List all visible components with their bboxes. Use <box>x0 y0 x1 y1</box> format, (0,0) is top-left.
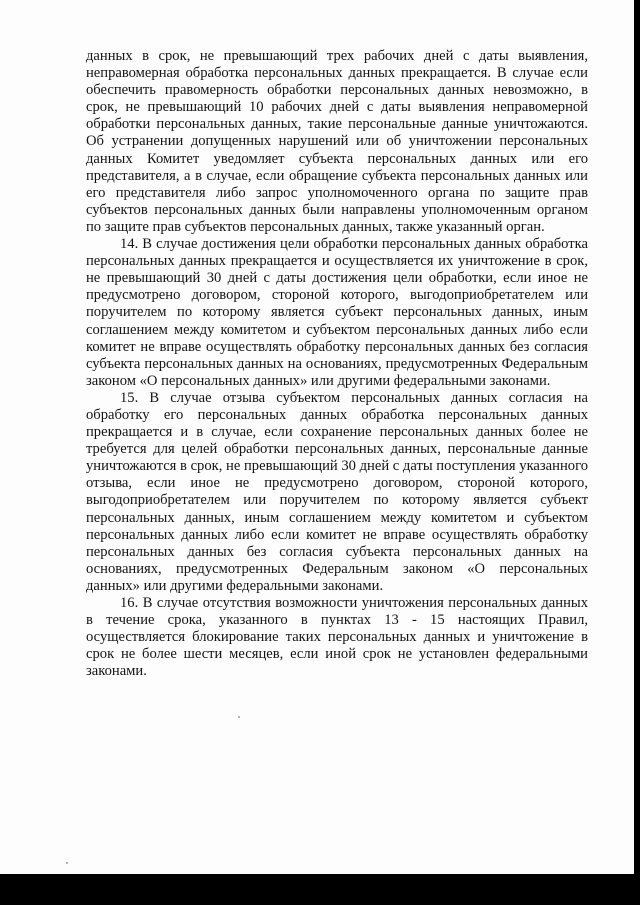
scan-speck <box>66 862 68 864</box>
paragraph-continuation: данных в срок, не превышающий трех рабочих дней с даты выявления, неправомерная обработка персональных данных прекращается. В случае если обеспечить правомерность обработки персональных данных невозможно, в срок, не превышающий 10 рабочих дней с даты выявления неправомерной обработки персональных данных, такие персональные данные уничтожаются. Об устранении допущенных нарушений или об уничтожении персональных данных Комитет уведомляет субъекта персональных данных или его представителя, а в случае, если обращение субъекта персональных данных или его представителя либо запрос уполномоченного органа по защите прав субъектов персональных данных были направлены уполномоченным органом по защите прав субъектов персональных данных, также указанный орган. <box>86 48 588 235</box>
paragraph-15: 15. В случае отзыва субъектом персональных данных согласия на обработку его персональных данных обработка персональных данных прекращается и в случае, если сохранение персональных данных более не требуется для целей обработки персональных данных, персональные данные уничтожаются в срок, не превышающий 30 дней с даты поступления указанного отзыва, если иное не предусмотрено договором, стороной которого, выгодоприобретателем или поручителем по которому является субъект персональных данных, иным соглашением между комитетом и субъектом персональных данных либо если комитет не вправе осуществлять обработку персональных данных без согласия субъекта персональных данных на основаниях, предусмотренных Федеральным законом «О персональных данных» или другими федеральными законами. <box>86 389 588 594</box>
paragraph-16: 16. В случае отсутствия возможности уничтожения персональных данных в течение срока, указанного в пунктах 13 - 15 настоящих Правил, осуществляется блокирование таких персональных данных и уничтожение в срок не более шести месяцев, если иной срок не установлен федеральными законами. <box>86 595 588 680</box>
paragraph-14: 14. В случае достижения цели обработки персональных данных обработка персональных данных прекращается и осуществляется их уничтожение в срок, не превышающий 30 дней с даты достижения цели обработки, если иное не предусмотрено договором, стороной которого, выгодоприобретателем или поручителем по которому является субъект персональных данных, иным соглашением между комитетом и субъектом персональных данных либо если комитет не вправе осуществлять обработку персональных данных без согласия субъекта персональных данных на основаниях, предусмотренных Федеральным законом «О персональных данных» или другими федеральными законами. <box>86 236 588 389</box>
document-body <box>86 48 588 680</box>
scan-speck <box>238 716 240 718</box>
scan-border-right <box>634 0 640 905</box>
scan-border-bottom <box>0 874 640 905</box>
